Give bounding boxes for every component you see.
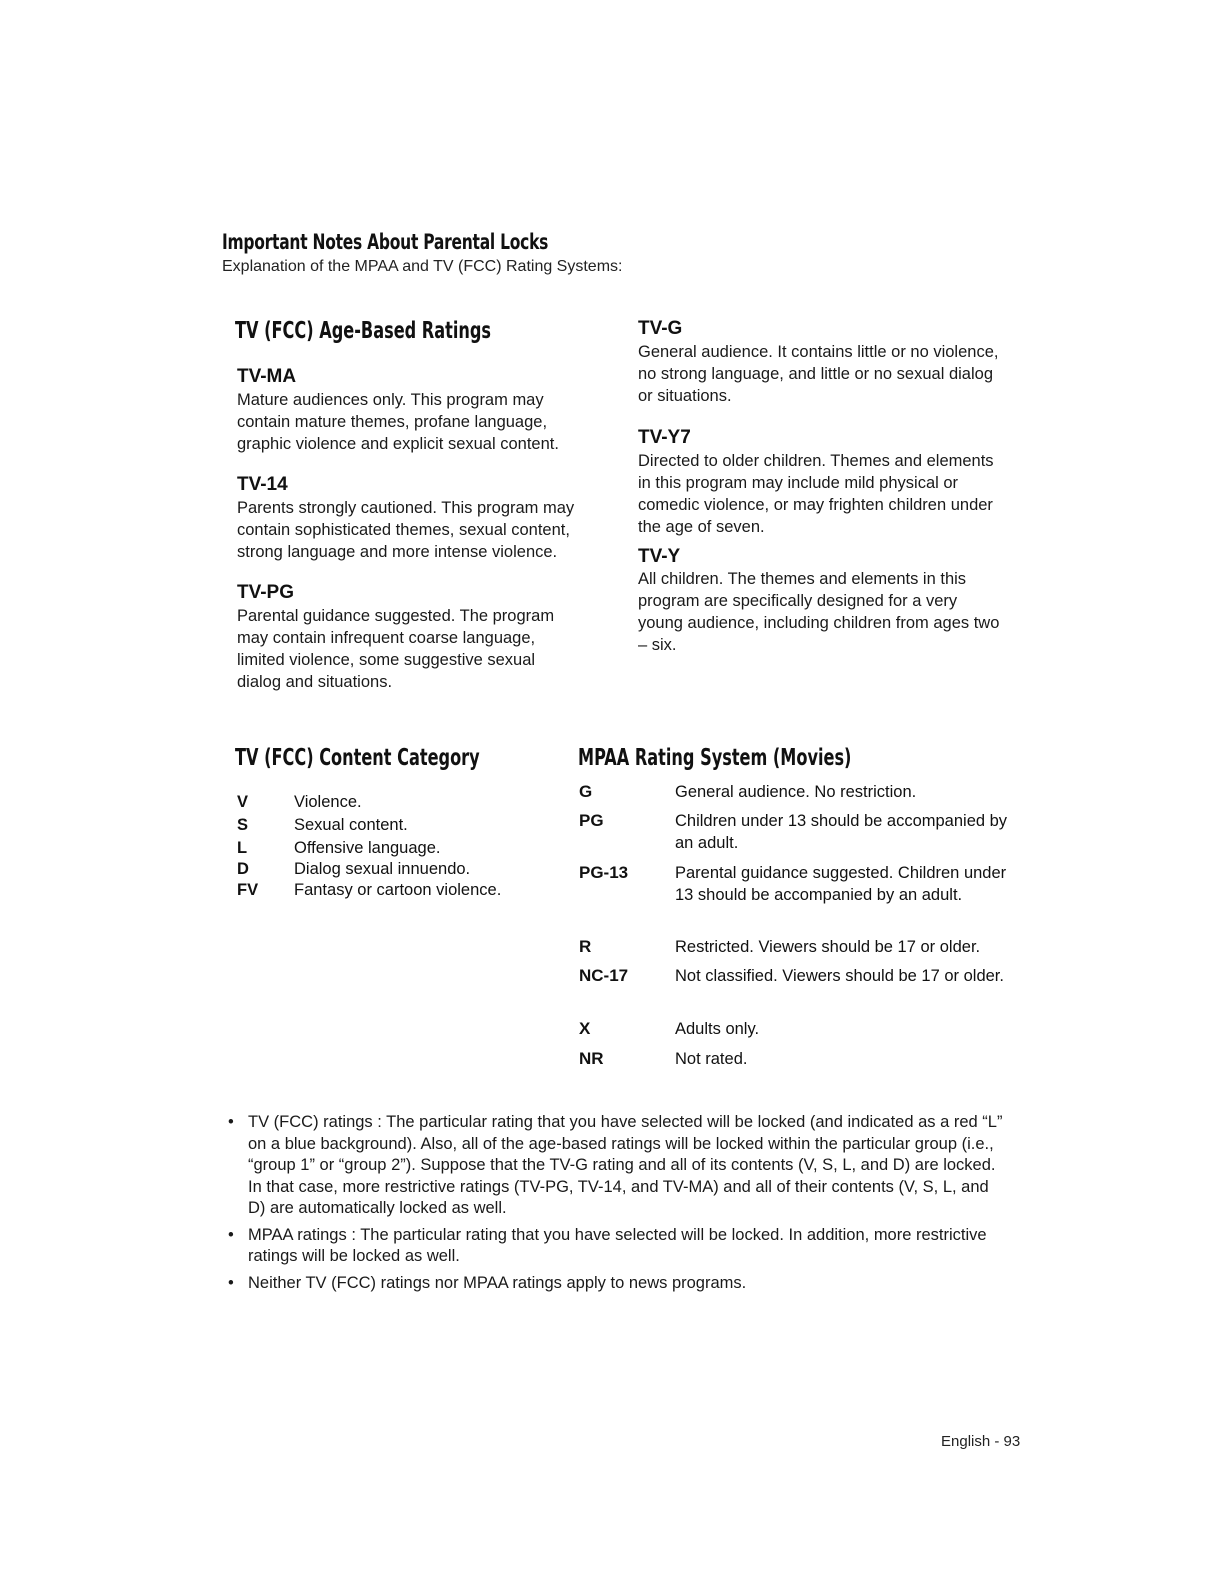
rating-code-tv-g: TV-G: [638, 318, 683, 339]
note-text: MPAA ratings : The particular rating that you have selected will be locked. In addition, more restrictive ratings will be locked as well.: [248, 1225, 987, 1265]
category-label: Violence.: [294, 793, 362, 811]
category-code: FV: [237, 881, 259, 899]
category-code: L: [237, 839, 248, 857]
note-item: [228, 1225, 1008, 1268]
bullet-icon: •: [228, 1273, 234, 1292]
mpaa-desc-nc-17: Not classified. Viewers should be 17 or older.: [675, 967, 1004, 985]
bullet-icon: •: [228, 1113, 234, 1131]
mpaa-code-pg-13: PG-13: [579, 863, 629, 882]
note-item: [228, 1273, 1008, 1295]
category-code: S: [237, 816, 249, 834]
rating-code-tv-14: TV-14: [237, 474, 288, 495]
category-label: Fantasy or cartoon violence.: [294, 881, 502, 899]
category-code: D: [237, 860, 249, 878]
mpaa-code-x: X: [579, 1019, 591, 1038]
note-text: Neither TV (FCC) ratings nor MPAA ratings apply to news programs.: [248, 1273, 747, 1292]
notes-list: [228, 1112, 1008, 1299]
category-label: Offensive language.: [294, 839, 441, 857]
category-code: V: [237, 793, 249, 811]
rating-desc-tv-ma: Mature audiences only. This program may contain mature themes, profane language, graphic violence and explicit sexual content.: [237, 391, 559, 453]
mpaa-desc-nr: Not rated.: [675, 1050, 748, 1068]
rating-desc-tv-14: Parents strongly cautioned. This program may contain sophisticated themes, sexual content, strong language and more intense violence.: [237, 499, 575, 561]
age-based-section-title: TV (FCC) Age-Based Ratings: [235, 318, 492, 344]
page-subtitle: Explanation of the MPAA and TV (FCC) Rating Systems:: [222, 258, 623, 275]
mpaa-desc-pg: Children under 13 should be accompanied by an adult.: [675, 812, 1008, 852]
category-label: Sexual content.: [294, 816, 408, 834]
mpaa-desc-r: Restricted. Viewers should be 17 or older.: [675, 938, 981, 956]
page-number: English - 93: [941, 1433, 1021, 1450]
mpaa-desc-g: General audience. No restriction.: [675, 783, 917, 801]
mpaa-desc-pg-13: Parental guidance suggested. Children under 13 should be accompanied by an adult.: [675, 864, 1007, 904]
mpaa-code-nc-17: NC-17: [579, 966, 629, 985]
note-text: TV (FCC) ratings : The particular rating that you have selected will be locked (and indicated as a red “L” on a blue background). Also, all of the age-based ratings will be locked within the particular group (i.e., “group 1” or “group 2”). Suppose that the TV-G rating and all of its contents (V, S, L, and D) are locked. In that case, more restrictive ratings (TV-PG, TV-14, and TV-MA) and all of their contents (V, S, L, and D) are automatically locked as well.: [248, 1113, 1003, 1217]
mpaa-desc-x: Adults only.: [675, 1020, 760, 1038]
rating-desc-tv-y: All children. The themes and elements in this program are specifically designed for a very young audience, including children from ages two – six.: [638, 570, 1000, 654]
mpaa-code-g: G: [579, 782, 593, 801]
rating-code-tv-y: TV-Y: [638, 546, 681, 567]
rating-code-tv-y7: TV-Y7: [638, 427, 691, 448]
mpaa-code-r: R: [579, 937, 592, 956]
rating-desc-tv-g: General audience. It contains little or no violence, no strong language, and little or no sexual dialog or situations.: [638, 343, 999, 405]
page-title: Important Notes About Parental Locks: [222, 230, 549, 254]
rating-code-tv-ma: TV-MA: [237, 366, 297, 387]
mpaa-code-nr: NR: [579, 1049, 604, 1068]
content-category-title: TV (FCC) Content Category: [235, 745, 480, 771]
rating-desc-tv-pg: Parental guidance suggested. The program may contain infrequent coarse language, limited violence, some suggestive sexual dialog and situations.: [237, 607, 555, 691]
category-label: Dialog sexual innuendo.: [294, 860, 471, 878]
rating-desc-tv-y7: Directed to older children. Themes and elements in this program may include mild physical or comedic violence, or may frighten children under the age of seven.: [638, 452, 994, 536]
mpaa-code-pg: PG: [579, 811, 604, 830]
rating-code-tv-pg: TV-PG: [237, 582, 295, 603]
bullet-icon: •: [228, 1225, 234, 1244]
mpaa-section-title: MPAA Rating System (Movies): [578, 745, 852, 771]
note-item: [228, 1112, 1008, 1220]
